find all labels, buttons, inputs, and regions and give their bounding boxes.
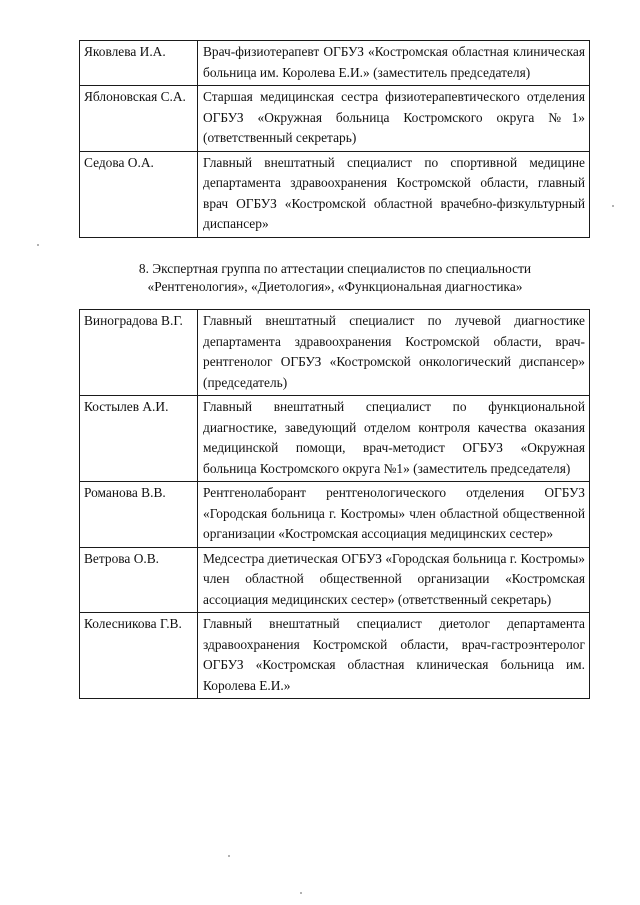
scan-speck	[300, 892, 302, 894]
member-name: Яковлева И.А.	[80, 41, 198, 86]
member-position: Главный внештатный специалист по функциональной диагностике, заведующий отделом контроля качества оказания медицинской помощи, врач-методист ОГБУЗ «Окружная больница Костромского округа №1» (заместитель председателя)	[198, 396, 590, 482]
table-row	[80, 86, 590, 152]
member-name: Романова В.В.	[80, 482, 198, 548]
table-row	[80, 310, 590, 396]
member-name: Колесникова Г.В.	[80, 613, 198, 699]
table-row	[80, 547, 590, 613]
section-heading-line: «Рентгенология», «Диетология», «Функциональная диагностика»	[147, 279, 523, 294]
section-heading-line: 8. Экспертная группа по аттестации специалистов по специальности	[138, 261, 532, 276]
table-row	[80, 482, 590, 548]
member-position: Рентгенолаборант рентгенологического отделения ОГБУЗ «Городская больница г. Костромы» член областной общественной организации «Костромская ассоциация медицинских сестер»	[198, 482, 590, 548]
member-name: Костылев А.И.	[80, 396, 198, 482]
scan-speck	[612, 205, 614, 207]
member-position: Врач-физиотерапевт ОГБУЗ «Костромская областная клиническая больница им. Королева Е.И.» (заместитель председателя)	[198, 41, 590, 86]
member-name: Седова О.А.	[80, 151, 198, 237]
table-row	[80, 613, 590, 699]
section-heading	[90, 260, 580, 296]
member-position: Медсестра диетическая ОГБУЗ «Городская больница г. Костромы» член областной общественной организации «Костромская ассоциация медицинских сестер» (ответственный секретарь)	[198, 547, 590, 613]
member-position: Старшая медицинская сестра физиотерапевтического отделения ОГБУЗ «Окружная больница Костромского округа №1» (ответственный секретарь)	[198, 86, 590, 152]
table-row	[80, 151, 590, 237]
table-row	[80, 396, 590, 482]
member-name: Виноградова В.Г.	[80, 310, 198, 396]
scan-speck	[37, 244, 39, 246]
commission-members-table	[79, 40, 590, 238]
member-name: Ветрова О.В.	[80, 547, 198, 613]
table-row	[80, 41, 590, 86]
expert-group-table	[79, 309, 590, 699]
scan-speck	[228, 855, 230, 857]
member-position: Главный внештатный специалист по спортивной медицине департамента здравоохранения Костромской области, главный врач ОГБУЗ «Костромской областной врачебно-физкультурный диспансер»	[198, 151, 590, 237]
member-position: Главный внештатный специалист диетолог департамента здравоохранения Костромской области, врач-гастроэнтеролог ОГБУЗ «Костромская областная клиническая больница им. Королева Е.И.»	[198, 613, 590, 699]
member-position: Главный внештатный специалист по лучевой диагностике департамента здравоохранения Костромской области, врач-рентгенолог ОГБУЗ «Костромской онкологический диспансер» (председатель)	[198, 310, 590, 396]
member-name: Яблоновская С.А.	[80, 86, 198, 152]
